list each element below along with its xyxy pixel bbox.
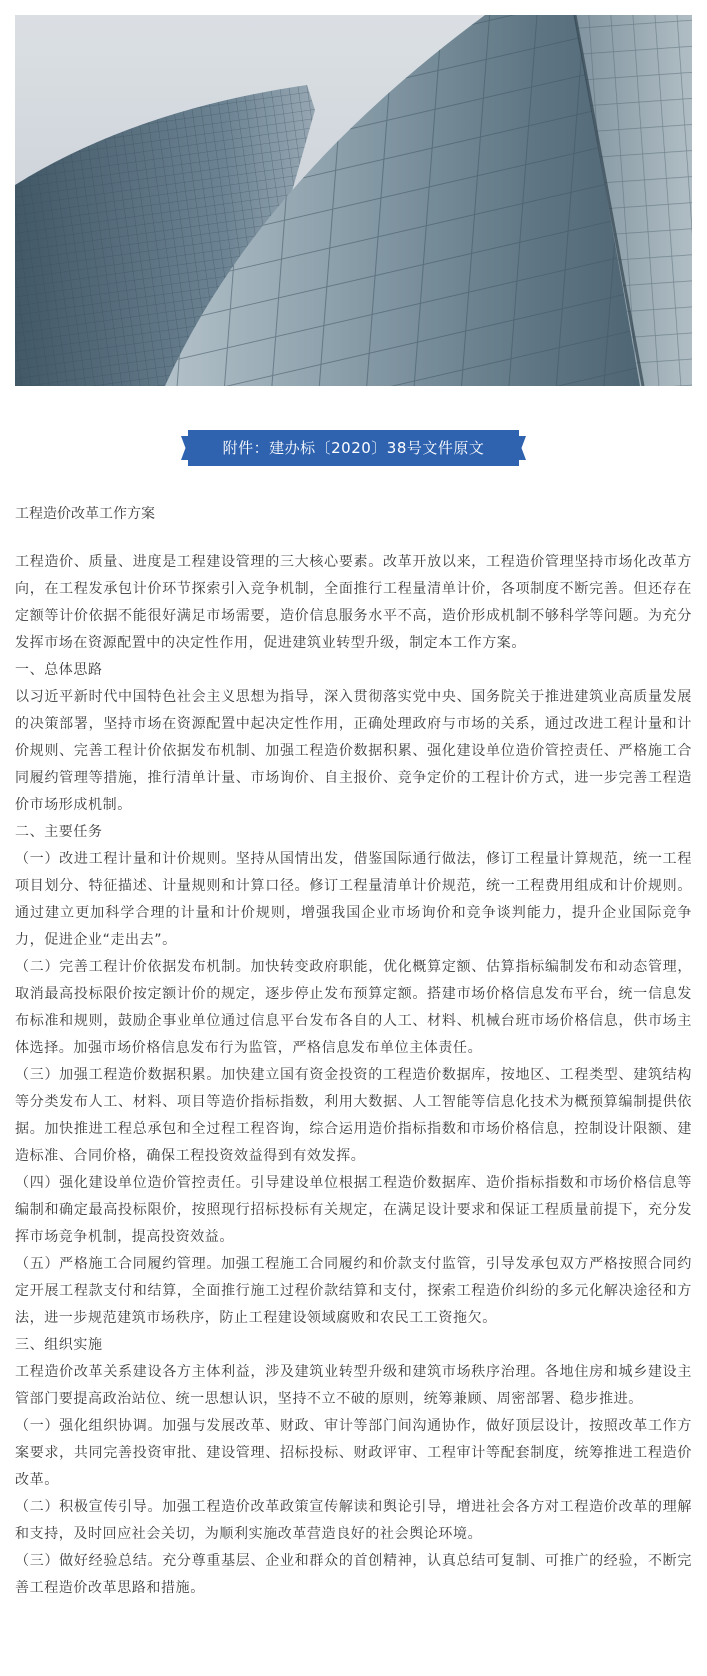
section-heading-1: 一、总体思路 — [15, 662, 103, 678]
attachment-banner-text: 附件：建办标〔2020〕38号文件原文 — [188, 430, 519, 466]
impl-3-paragraph: （三）做好经验总结。充分尊重基层、企业和群众的首创精神，认真总结可复制、可推广的经验，不断完善工程造价改革思路和措施。 — [15, 1553, 692, 1596]
document-title: 工程造价改革工作方案 — [15, 506, 155, 522]
section-heading-3: 三、组织实施 — [15, 1337, 103, 1353]
hero-image — [15, 15, 692, 386]
document-body — [15, 549, 692, 1602]
impl-2-paragraph: （二）积极宣传引导。加强工程造价改革政策宣传解读和舆论引导，增进社会各方对工程造价改革的理解和支持，及时回应社会关切，为顺利实施改革营造良好的社会舆论环境。 — [15, 1499, 692, 1542]
attachment-banner — [0, 430, 707, 466]
task-4-paragraph: （四）强化建设单位造价管控责任。引导建设单位根据工程造价数据库、造价指标指数和市场价格信息等编制和确定最高投标限价，按照现行招标投标有关规定，在满足设计要求和保证工程质量前提下，充分发挥市场竞争机制，提高投资效益。 — [15, 1175, 692, 1245]
section-3-paragraph: 工程造价改革关系建设各方主体利益，涉及建筑业转型升级和建筑市场秩序治理。各地住房和城乡建设主管部门要提高政治站位、统一思想认识，坚持不立不破的原则，统筹兼顾、周密部署、稳步推进。 — [15, 1364, 692, 1407]
task-5-paragraph: （五）严格施工合同履约管理。加强工程施工合同履约和价款支付监管，引导发承包双方严格按照合同约定开展工程款支付和结算，全面推行施工过程价款结算和支付，探索工程造价纠纷的多元化解决途径和方法，进一步规范建筑市场秩序，防止工程建设领域腐败和农民工工资拖欠。 — [15, 1256, 692, 1326]
skyscraper-photo — [15, 15, 692, 386]
task-2-paragraph: （二）完善工程计价依据发布机制。加快转变政府职能，优化概算定额、估算指标编制发布和动态管理，取消最高投标限价按定额计价的规定，逐步停止发布预算定额。搭建市场价格信息发布平台，统一信息发布标准和规则，鼓励企事业单位通过信息平台发布各自的人工、材料、机械台班市场价格信息，供市场主体选择。加强市场价格信息发布行为监管，严格信息发布单位主体责任。 — [15, 959, 692, 1056]
section-1-paragraph: 以习近平新时代中国特色社会主义思想为指导，深入贯彻落实党中央、国务院关于推进建筑业高质量发展的决策部署，坚持市场在资源配置中起决定性作用，正确处理政府与市场的关系，通过改进工程计量和计价规则、完善工程计价依据发布机制、加强工程造价数据积累、强化建设单位造价管控责任、严格施工合同履约管理等措施，推行清单计量、市场询价、自主报价、竞争定价的工程计价方式，进一步完善工程造价市场形成机制。 — [15, 689, 692, 813]
task-3-paragraph: （三）加强工程造价数据积累。加快建立国有资金投资的工程造价数据库，按地区、工程类型、建筑结构等分类发布人工、材料、项目等造价指标指数，利用大数据、人工智能等信息化技术为概预算编制提供依据。加快推进工程总承包和全过程工程咨询，综合运用造价指标指数和市场价格信息，控制设计限额、建造标准、合同价格，确保工程投资效益得到有效发挥。 — [15, 1067, 692, 1164]
task-1-paragraph: （一）改进工程计量和计价规则。坚持从国情出发，借鉴国际通行做法，修订工程量计算规范，统一工程项目划分、特征描述、计量规则和计算口径。修订工程量清单计价规范，统一工程费用组成和计价规则。通过建立更加科学合理的计量和计价规则，增强我国企业市场询价和竞争谈判能力，提升企业国际竞争力，促进企业“走出去”。 — [15, 851, 692, 948]
impl-1-paragraph: （一）强化组织协调。加强与发展改革、财政、审计等部门间沟通协作，做好顶层设计，按照改革工作方案要求，共同完善投资审批、建设管理、招标投标、财政评审、工程审计等配套制度，统筹推进工程造价改革。 — [15, 1418, 692, 1488]
intro-paragraph: 工程造价、质量、进度是工程建设管理的三大核心要素。改革开放以来，工程造价管理坚持市场化改革方向，在工程发承包计价环节探索引入竞争机制，全面推行工程量清单计价，各项制度不断完善。但还存在定额等计价依据不能很好满足市场需要，造价信息服务水平不高，造价形成机制不够科学等问题。为充分发挥市场在资源配置中的决定性作用，促进建筑业转型升级，制定本工作方案。 — [15, 554, 692, 651]
section-heading-2: 二、主要任务 — [15, 824, 103, 840]
